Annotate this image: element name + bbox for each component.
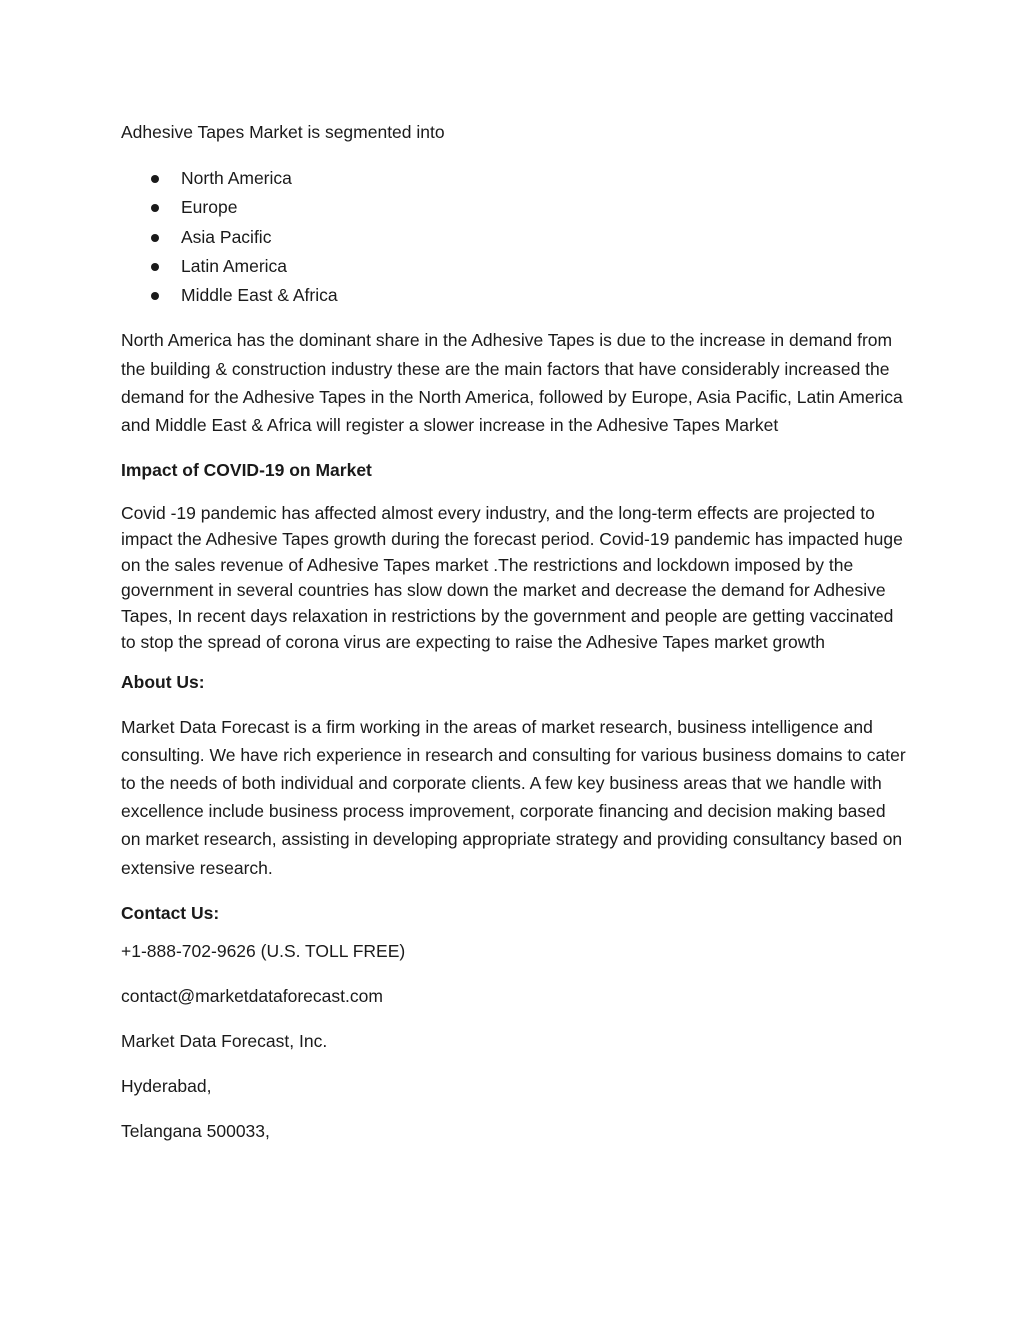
bullet-icon: [151, 204, 159, 212]
list-item: [121, 281, 907, 310]
bullet-icon: [151, 292, 159, 300]
intro-text: Adhesive Tapes Market is segmented into: [121, 122, 445, 142]
region-label: Middle East & Africa: [181, 285, 338, 306]
covid-heading: Impact of COVID-19 on Market: [121, 460, 372, 481]
about-paragraph: Market Data Forecast is a firm working in the areas of market research, business intelligence and consulting. We have rich experience in research and consulting for various business domains to cater to the needs of both individual and corporate clients. A few key business areas that we handle with excellence include business process improvement, corporate financing and decision making based on market research, assisting in developing appropriate strategy and providing consultancy based on extensive research.: [121, 716, 906, 878]
region-label: Asia Pacific: [181, 226, 272, 247]
region-list: [121, 164, 907, 310]
region-label: Europe: [181, 197, 238, 218]
list-item: [121, 193, 907, 222]
list-item: [121, 164, 907, 193]
bullet-icon: [151, 234, 159, 242]
region-label: North America: [181, 168, 292, 188]
contact-email: contact@marketdataforecast.com: [121, 985, 383, 1006]
document-page: [121, 118, 907, 1145]
list-item: [121, 223, 907, 252]
contact-phone: +1-888-702-9626 (U.S. TOLL FREE): [121, 940, 406, 961]
bullet-icon: [151, 263, 159, 271]
contact-state: Telangana 500033,: [121, 1120, 270, 1141]
region-label: Latin America: [181, 255, 288, 276]
dominance-paragraph: North America has the dominant share in the Adhesive Tapes is due to the increase in demand from the building & construction industry these are the main factors that have considerably increased the demand for the Adhesive Tapes in the North America, followed by Europe, Asia Pacific, Latin America and Middle East & Africa will register a slower increase in the Adhesive Tapes Market: [121, 330, 903, 436]
contact-city: Hyderabad,: [121, 1075, 212, 1096]
contact-company: Market Data Forecast, Inc.: [121, 1030, 328, 1051]
covid-paragraph: Covid -19 pandemic has affected almost every industry, and the long-term effects are projected to impact the Adhesive Tapes growth during the forecast period. Covid-19 pandemic has impacted huge on the sales revenue of Adhesive Tapes market .The restrictions and lockdown imposed by the government in several countries has slow down the market and decrease the demand for Adhesive Tapes, In recent days relaxation in restrictions by the government and people are getting vaccinated to stop the spread of corona virus are expecting to raise the Adhesive Tapes market growth: [121, 503, 903, 652]
list-item: [121, 252, 907, 281]
about-heading: About Us:: [121, 671, 205, 692]
contact-heading: Contact Us:: [121, 902, 220, 923]
bullet-icon: [151, 175, 159, 183]
